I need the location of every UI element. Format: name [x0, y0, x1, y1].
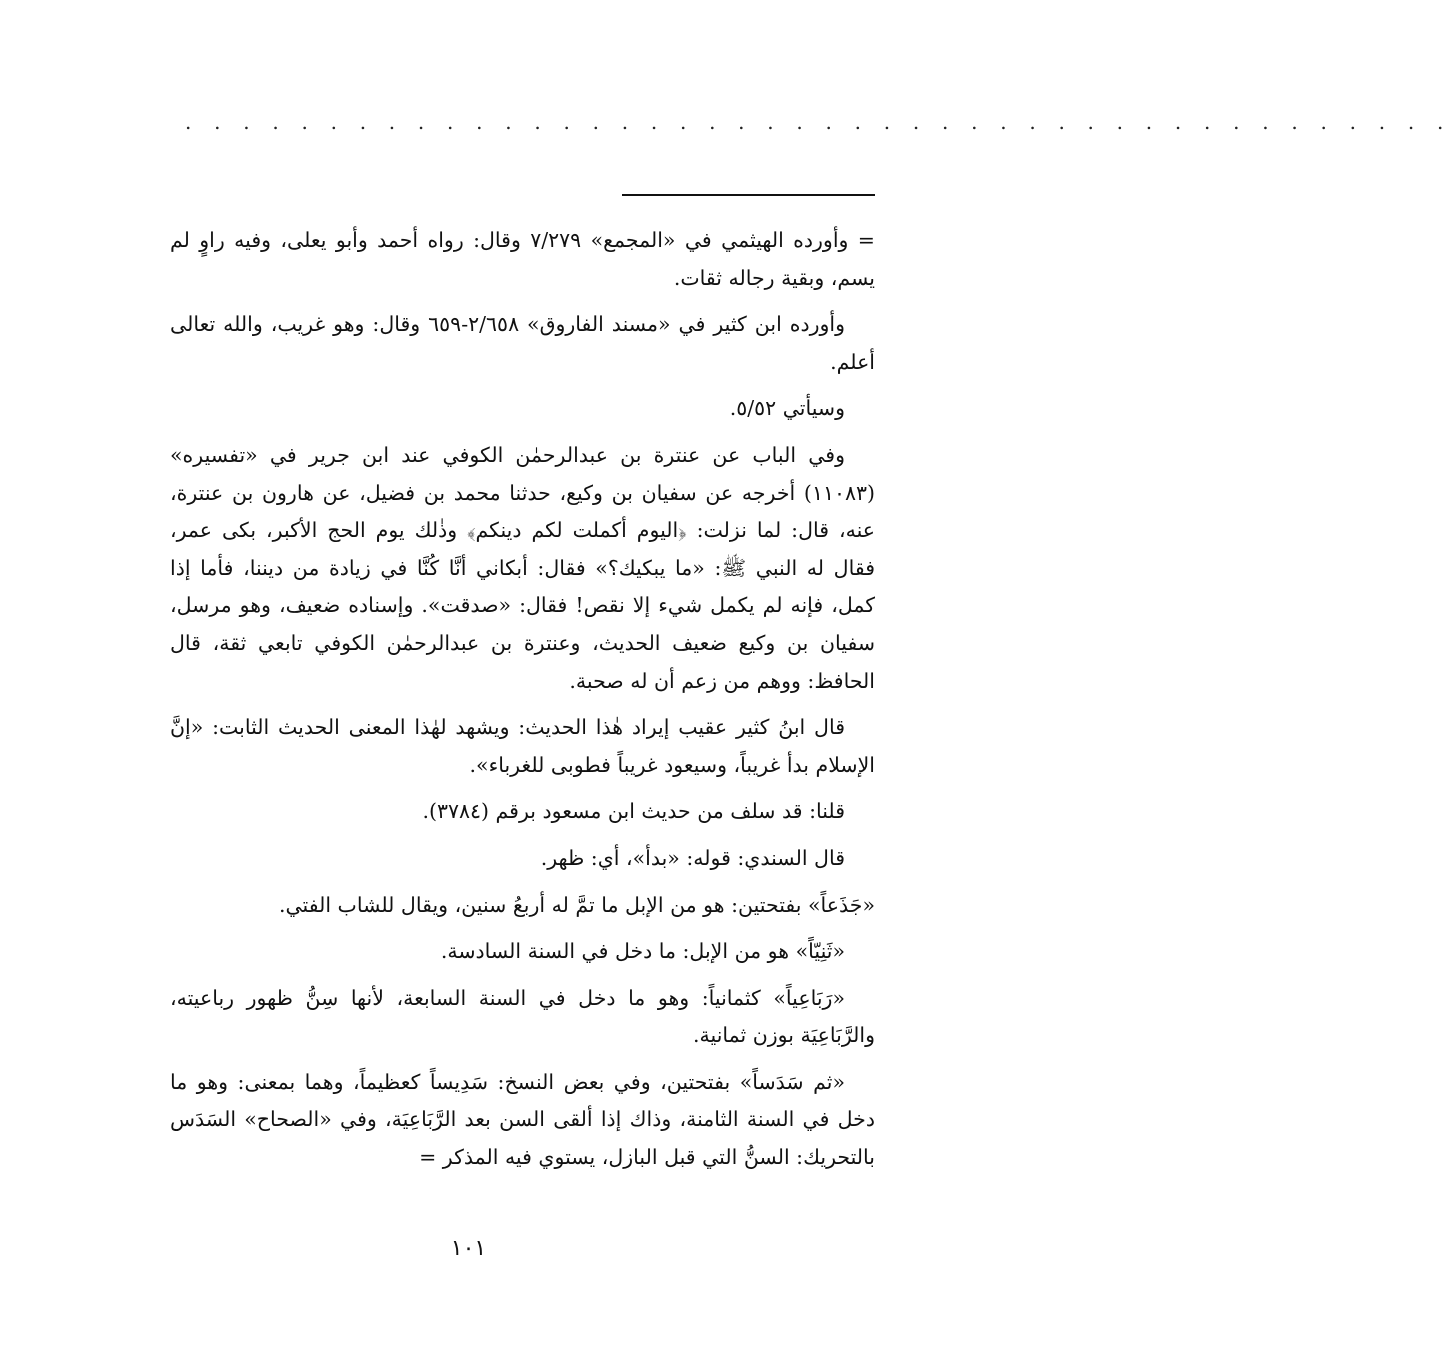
- footnote-paragraph-5: قال ابنُ كثير عقيب إيراد هٰذا الحديث: ويشهد لهٰذا المعنى الحديث الثابت: «إنَّ الإسلام بدأ غريباً، وسيعود غريباً فطوبى للغرباء».: [170, 715, 875, 777]
- footnote-paragraph-9: «ثَنِيّاً» هو من الإبل: ما دخل في السنة السادسة.: [440, 939, 845, 964]
- footnote-paragraph-11: «ثم سَدَساً» بفتحتين، وفي بعض النسخ: سَدِيساً كعظيماً، وهما بمعنى: وهو ما دخل في السنة الثامنة، وذاك إذا ألقى السن بعد الرَّبَاعِيَة، وفي «الصحاح» السَدَس بالتحريك: السنُّ التي قبل البازل، يستوي فيه المذكر =: [170, 1069, 875, 1170]
- footnote-separator-rule: [622, 194, 875, 196]
- footnote-paragraph-6: قلنا: قد سلف من حديث ابن مسعود برقم (٣٧٨٤).: [422, 799, 845, 824]
- footnote-paragraph-10: «رَبَاعِياً» كثمانياً: وهو ما دخل في السنة السابعة، لأنها سِنُّ ظهور رباعيته، والرَّبَاعِيَة بوزن ثمانية.: [170, 985, 875, 1048]
- footnote-paragraph-7: قال السندي: قوله: «بدأ»، أي: ظهر.: [540, 845, 845, 870]
- header-dot-leader: . . . . . . . . . . . . . . . . . . . . . . . . . . . . . . . . . . . . . . . . . . . .: [185, 110, 1452, 134]
- footnote-paragraph-3: وسيأتي ٥/٥٢.: [729, 396, 845, 421]
- footnote-paragraph-1: = وأورده الهيثمي في «المجمع» ٧/٢٧٩ وقال: رواه أحمد وأبو يعلى، وفيه راوٍ لم يسم، وبقية رجاله ثقات.: [170, 228, 875, 290]
- footnote-paragraph-8: «جَذَعاً» بفتحتين: هو من الإبل ما تمَّ له أربعُ سنين، ويقال للشاب الفتي.: [278, 892, 875, 917]
- page-number: ١٠١: [450, 1236, 487, 1261]
- footnote-paragraph-4: وفي الباب عن عنترة بن عبدالرحمٰن الكوفي عند ابن جرير في «تفسيره» (١١٠٨٣) أخرجه عن سفيان بن وكيع، حدثنا محمد بن فضيل، عن هارون بن عنترة، عنه، قال: لما نزلت: ﴿اليوم أكملت لكم دينكم﴾ وذٰلك يوم الحج الأكبر، بكى عمر، فقال له النبي ﷺ: «ما يبكيك؟» فقال: أبكاني أنَّا كُنَّا في زيادة من ديننا، فأما إذا كمل، فإنه لم يكمل شيء إلا نقص! فقال: «صدقت». وإسناده ضعيف، وهو مرسل، سفيان بن وكيع ضعيف الحديث، وعنترة بن عبدالرحمٰن الكوفي تابعي ثقة، قال الحافظ: ووهم من زعم أن له صحبة.: [170, 442, 875, 693]
- footnote-text: [170, 222, 875, 1186]
- footnote-paragraph-2: وأورده ابن كثير في «مسند الفاروق» ٢/٦٥٨-٦٥٩ وقال: وهو غريب، والله تعالى أعلم.: [170, 312, 875, 374]
